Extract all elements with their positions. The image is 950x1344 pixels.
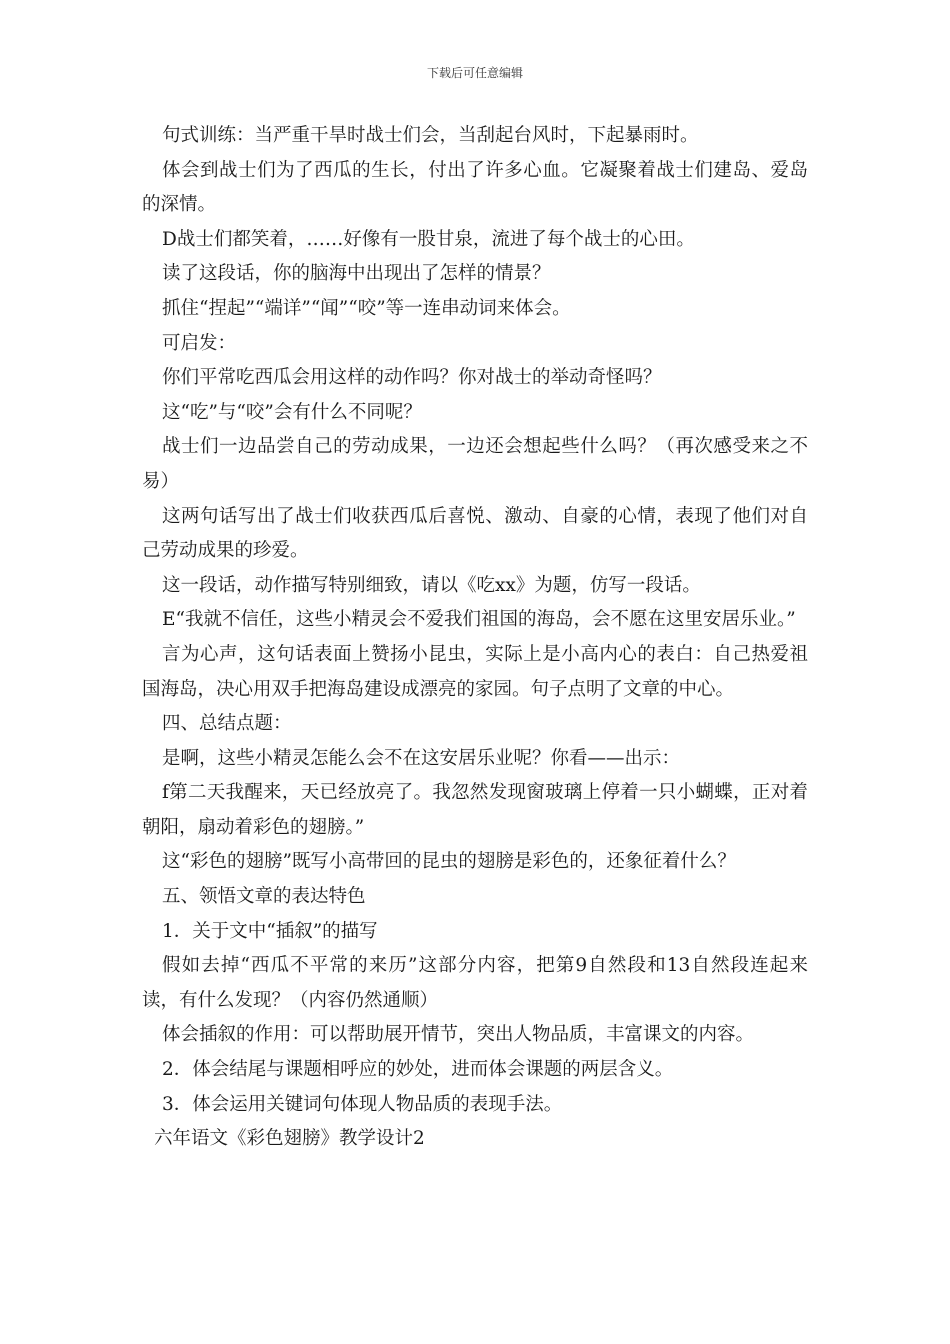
- page-header: 下载后可任意编辑: [426, 66, 523, 80]
- paragraph: 这两句话写出了战士们收获西瓜后喜悦、激动、自豪的心情，表现了他们对自己劳动成果的珍爱。: [142, 505, 808, 562]
- paragraph: 这“吃”与“咬”会有什么不同呢？: [162, 401, 422, 423]
- paragraph: 3．体会运用关键词句体现人物品质的表现手法。: [162, 1093, 563, 1115]
- paragraph: 句式训练：当严重干旱时战士们会，当刮起台风时，下起暴雨时。: [162, 125, 699, 146]
- paragraph: 1．关于文中“插叙”的描写: [162, 920, 378, 942]
- paragraph: 体会到战士们为了西瓜的生长，付出了许多心血。它凝聚着战士们建岛、爱岛的深情。: [142, 159, 808, 216]
- paragraph: 是啊，这些小精灵怎能么会不在这安居乐业呢？你看——出示：: [162, 747, 681, 769]
- paragraph: 这一段话，动作描写特别细致，请以《吃xx》为题，仿写一段话。: [162, 574, 701, 596]
- document-title: 六年语文《彩色翅膀》教学设计2: [154, 1128, 425, 1150]
- paragraph: D战士们都笑着，……好像有一股甘泉，流进了每个战士的心田。: [162, 228, 695, 250]
- section-heading: 四、总结点题：: [162, 713, 292, 735]
- section-heading: 五、领悟文章的表达特色: [162, 886, 366, 908]
- paragraph: 这“彩色的翅膀”既写小高带回的昆虫的翅膀是彩色的，还象征着什么？: [162, 851, 736, 873]
- paragraph: 战士们一边品尝自己的劳动成果，一边还会想起些什么吗？（再次感受来之不易）: [142, 436, 808, 492]
- paragraph: 你们平常吃西瓜会用这样的动作吗？你对战士的举动奇怪吗？: [162, 367, 662, 389]
- paragraph: 言为心声，这句话表面上赞扬小昆虫，实际上是小高内心的表白：自己热爱祖国海岛，决心用双手把海岛建设成漂亮的家园。句子点明了文章的中心。: [142, 643, 808, 700]
- paragraph: 假如去掉“西瓜不平常的来历”这部分内容，把第9自然段和13自然段连起来读，有什么发现？（内容仍然通顺）: [142, 955, 808, 1011]
- paragraph: 读了这段话，你的脑海中出现出了怎样的情景？: [162, 263, 551, 285]
- document-body: [142, 119, 808, 1157]
- paragraph: E“我就不信任，这些小精灵会不爱我们祖国的海岛，会不愿在这里安居乐业。”: [162, 609, 796, 631]
- paragraph: 体会插叙的作用：可以帮助展开情节，突出人物品质，丰富课文的内容。: [162, 1024, 755, 1046]
- paragraph: 可启发：: [162, 332, 237, 354]
- paragraph: 抓住“捏起”“端详”“闻”“咬”等一连串动词来体会。: [162, 297, 571, 319]
- paragraph: 2．体会结尾与课题相呼应的妙处，进而体会课题的两层含义。: [162, 1059, 674, 1081]
- paragraph: f第二天我醒来，天已经放亮了。我忽然发现窗玻璃上停着一只小蝴蝶，正对着朝阳，扇动着彩色的翅膀。”: [142, 782, 808, 838]
